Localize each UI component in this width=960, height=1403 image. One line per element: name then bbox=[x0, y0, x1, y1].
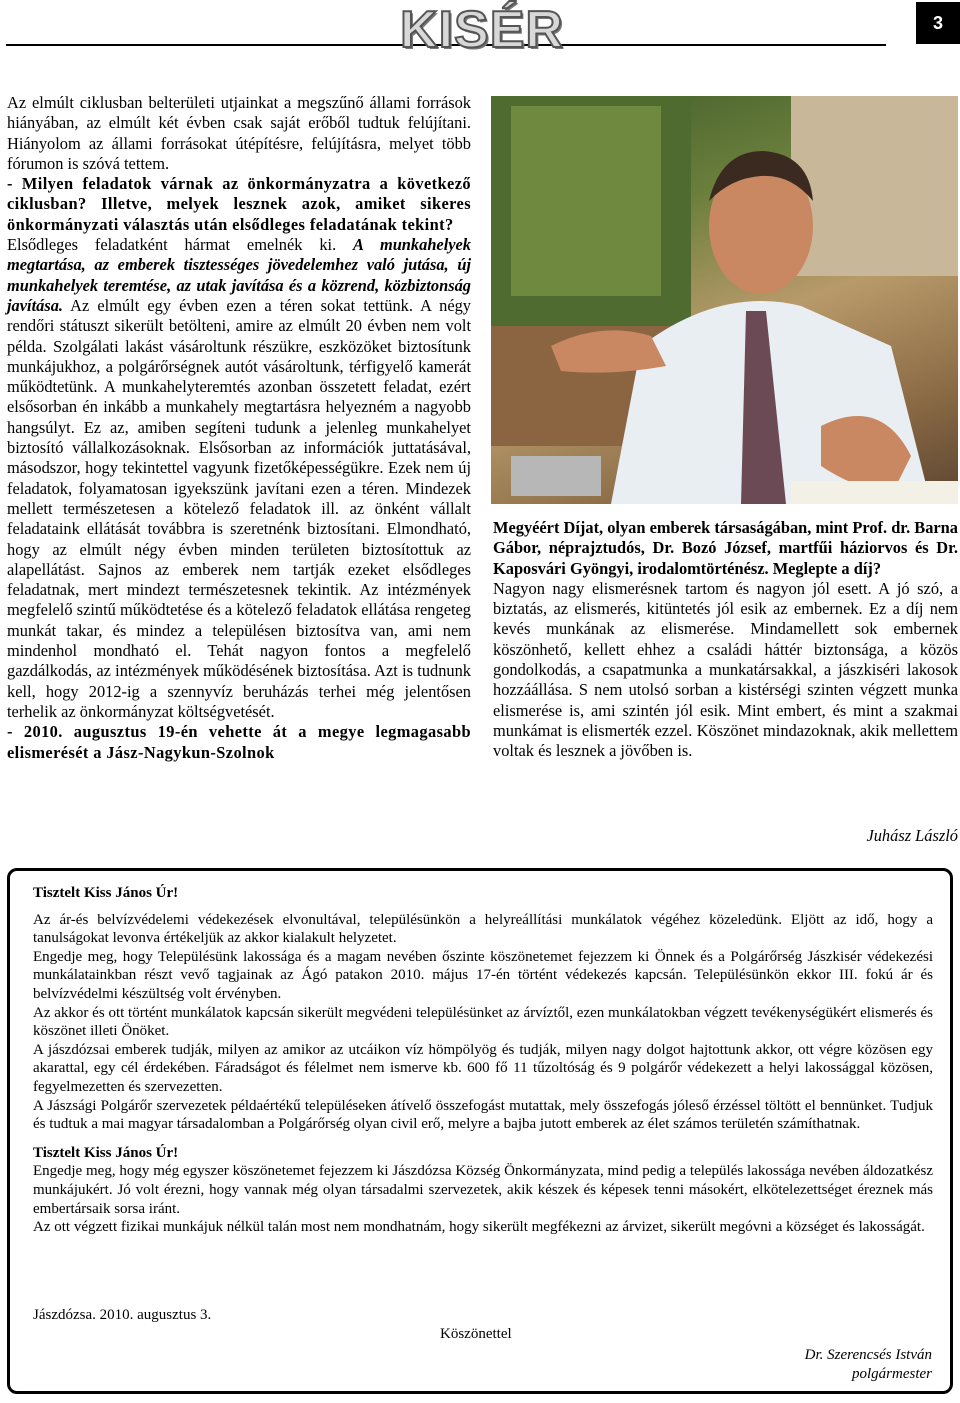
article-left-column bbox=[7, 93, 471, 763]
letter-closing: Köszönettel bbox=[440, 1326, 512, 1342]
letter-paragraph: A jászdózsai emberek tudják, milyen az amikor az utcáikon víz hömpölyög és tudják, milyen nagy dolgot hajtottunk akkor, ott végre közösen egy akarattal, egy cél érdekében. Fáradságot és félelmet nem ismerve kb. 600 fő 11 tűzoltóság és 9 polgárőr védekezett a helyi lakossággal közösen, fegyelmezetten és szervezetten. bbox=[33, 1041, 933, 1095]
letter-paragraph: A Jászsági Polgárőr szervezetek példaértékű településeken átívelő összefogást mutattak, mely összefogás jóleső érzéssel töltött el bennünket. Tudjuk és tudtuk a mai magyar társadalomban a Polgárőrség olyan civil erő, melyre a bajba jutott emberek az élet számos területén számíthatnak. bbox=[33, 1097, 933, 1133]
thank-you-letter bbox=[33, 884, 933, 1237]
article-author: Juhász László bbox=[866, 826, 958, 845]
portrait-illustration bbox=[491, 96, 958, 504]
highlighted-text: A munkahelyek megtartása, az emberek tisztességes jövedelemhez való jutása, új munkahelyek teremtése, az utak javítása és a közrend, közbiztonság javítása. bbox=[7, 235, 472, 315]
interview-answer: Nagyon nagy elismerésnek tartom és nagyon jól esett. A jó szó, a biztatás, az elismerés, kitüntetés jól esik az embernek. Ez a díj nem kevés munkának az elismerése. Mindamellett sok embernek köszönhető, kellett ehhez a családi háttér biztonsága, a közös gondolkodás, a csapatmunka a munkatársakkal, a jászkiséri lakosok hozzáállása. S nem utolsó sorban a kistérségi szinten végzett munka elismerése is, ami szintén jól esik. Mint embert, és mint a szakmai munkámat is elismerték ezzel. Köszönet mindazoknak, akik mellettem voltak és lesznek a jövőben is. bbox=[493, 578, 958, 761]
letter-place-date: Jászdózsa. 2010. augusztus 3. bbox=[33, 1307, 212, 1323]
interview-question: Megyéért Díjat, olyan emberek társaságában, mint Prof. dr. Barna Gábor, néprajztudós, Dr. Bozó József, martfűi háziorvos és Dr. Kaposvári Gyöngyi, irodalomtörténész. Meglepte a díj? bbox=[493, 518, 958, 578]
letter-salutation: Tisztelt Kiss János Úr! bbox=[33, 885, 179, 901]
letter-paragraph: Az ár-és belvízvédelemi védekezések elvonultával, településünkön a helyreállítási munkálatok végéhez közeledünk. Eljött az idő, hogy a tanulságokat levonva értékeljük az akkor kialakult helyzetet. bbox=[33, 911, 933, 947]
interview-answer: Elsődleges feladatként hármat emelnék ki. A munkahelyek megtartása, az emberek tisztességes jövedelemhez való jutása, új munkahelyek teremtése, az utak javítása és a közrend, közbiztonság javítása. Az elmúlt egy évben ezen a téren sokat tettünk. A négy rendőri státuszt sikerült betölteni, amire az elmúlt 20 évben nem volt példa. Szolgálati lakást vásároltunk részükre, eszközöket biztosítunk munkájukhoz, a polgárőrségnek autót vásároltunk, térfigyelő kamerát működtetünk. A munkahelyteremtés azonban összetett feladat, ezért elsősorban én inkább a munkahely megtartásra helyezném a nagyobb hangsúlyt. Ez az, amiben segíteni tudunk a jelenleg munkahelyet biztosító vállalkozásoknak. Elsősorban az információk juttatásával, másodszor, hogy tekintettel vagyunk fizetőképességükre. Ezek nem új feladatok, folyamatosan igyekszünk javítani ezen a téren. Mindezek mellett természetesen a kötelező feladatok ill. az önként vállalt feladataink ellátását továbbra is szeretnénk biztosítani. Elmondható, hogy az elmúlt négy évben minden területen biztosítottuk az alapellátást. Sajnos az emberek nem tartják ezeket elsődleges feladatnak, mert mindezt természetesnek tekintik. Az intézmények megfelelő szintű működtetése és a kötelező feladatok ellátása rengeteg munkát takar, és mindez a településen biztosítva van, ami nem mindenhol mondható el. Tehát nagyon fontos a megfelelő gazdálkodás, az intézmények működésének biztosítása. Azt is tudnunk kell, hogy 2012-ig a szennyvíz beruházás terhei még jelentősen terhelik az önkormányzat költségvetését. bbox=[7, 235, 472, 721]
letter-salutation: Tisztelt Kiss János Úr! bbox=[33, 1144, 179, 1161]
signer-name: Dr. Szerencsés István bbox=[804, 1347, 932, 1363]
article-right-column bbox=[493, 518, 958, 762]
masthead-logo: KISÉR bbox=[400, 1, 564, 59]
letter-paragraph: Engedje meg, hogy még egyszer köszönetemet fejezzem ki Jászdózsa Község Önkormányzata, mind pedig a település lakossága nevében áldozatkész munkájukért. Jó volt érezni, hogy vannak még olyan társadalmi szervezetek, akik készek és képesek tenni másokért, elkötelezettséget éreznek más embertársaik sorsa iránt. bbox=[33, 1163, 933, 1217]
article-paragraph: Az elmúlt ciklusban belterületi utjainkat a megszűnő állami források hiányában, az elmúlt két évben csak saját erőből tudtuk felújítani. Hiányolom az állami forrásokat útépítésre, felújításra, melyet több fórumon is szóvá tettem. bbox=[7, 93, 471, 173]
portrait-photo bbox=[491, 96, 958, 504]
interview-question: - Milyen feladatok várnak az önkormányzatra a következő ciklusban? Illetve, melyek lesznek azok, amiket sikeres önkormányzati választás után elsődleges feladatának tekint? bbox=[7, 174, 471, 234]
letter-paragraph: Engedje meg, hogy Településünk lakossága és a magam nevében őszinte köszönetemet fejezzem ki Önnek és a Polgárőrség Jászkisér védekezési munkálatainkban részt vevő tagjainak az Ágó patakon 2010. május 17-én történt védekezés kapcsán. Településünkön ekkor III. fokú ár és belvízvédelmi készültség volt érvényben. bbox=[33, 948, 933, 1002]
letter-signature bbox=[700, 1346, 932, 1384]
page-number: 3 bbox=[916, 2, 960, 44]
letter-paragraph: Az ott végzett fizikai munkájuk nélkül talán most nem mondhatnám, hogy sikerült megfékezni az árvizet, sikerült megóvni a községet és lakosságát. bbox=[33, 1219, 925, 1236]
signer-title: polgármester bbox=[852, 1366, 932, 1382]
interview-question: - 2010. augusztus 19-én vehette át a megye legmagasabb elismerését a Jász-Nagykun-Szolnok bbox=[7, 722, 471, 762]
letter-paragraph: Az akkor és ott történt munkálatok kapcsán sikerült megvédeni településünket az árvíztől, ezen munkálatokban végzett tevékenységükért elismerés és köszönet illeti Önöket. bbox=[33, 1004, 933, 1040]
